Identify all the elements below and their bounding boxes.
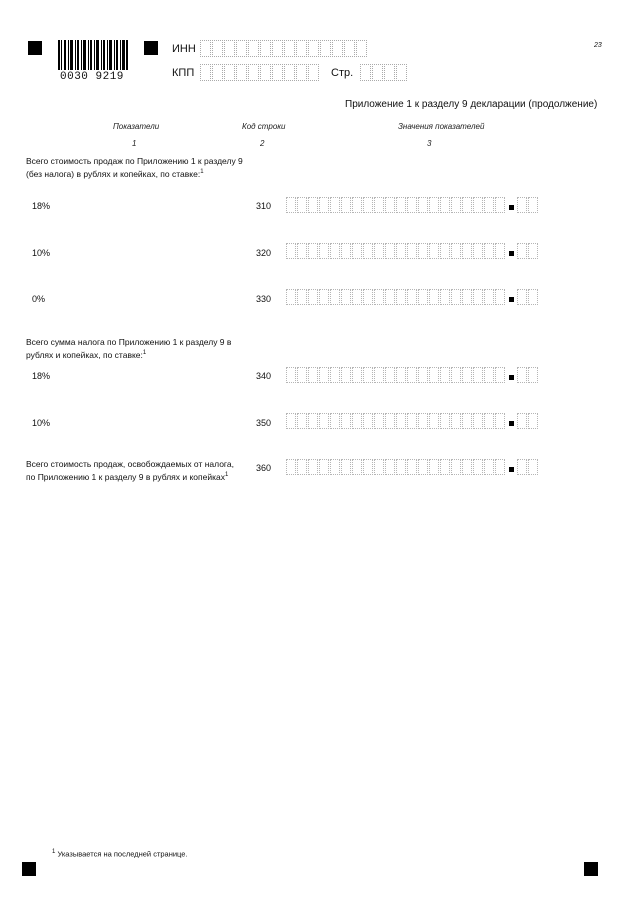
value-field-340[interactable] bbox=[286, 367, 539, 383]
digit-cell[interactable] bbox=[341, 367, 351, 383]
digit-cell[interactable] bbox=[385, 367, 395, 383]
digit-cell[interactable] bbox=[418, 413, 428, 429]
digit-cell[interactable] bbox=[363, 243, 373, 259]
digit-cell[interactable] bbox=[528, 367, 538, 383]
digit-cell[interactable] bbox=[286, 459, 296, 475]
digit-cell[interactable] bbox=[308, 413, 318, 429]
digit-cell[interactable] bbox=[385, 243, 395, 259]
digit-cell[interactable] bbox=[495, 243, 505, 259]
digit-cell[interactable] bbox=[517, 367, 527, 383]
line-code-320: 320 bbox=[256, 248, 272, 258]
kpp-label: КПП bbox=[172, 67, 195, 79]
page-number-field[interactable] bbox=[360, 64, 408, 81]
digit-cell[interactable] bbox=[429, 243, 439, 259]
corner-marker-top-left bbox=[28, 41, 42, 55]
digit-cell[interactable] bbox=[429, 197, 439, 213]
digit-cell[interactable] bbox=[440, 289, 450, 305]
digit-cell[interactable] bbox=[308, 289, 318, 305]
digit-cell[interactable] bbox=[308, 243, 318, 259]
digit-cell[interactable] bbox=[319, 367, 329, 383]
digit-cell[interactable] bbox=[429, 289, 439, 305]
digit-cell[interactable] bbox=[451, 367, 461, 383]
digit-cell[interactable] bbox=[319, 459, 329, 475]
digit-cell[interactable] bbox=[374, 197, 384, 213]
digit-cell[interactable] bbox=[484, 197, 494, 213]
digit-cell[interactable] bbox=[462, 413, 472, 429]
digit-cell[interactable] bbox=[407, 243, 417, 259]
digit-cell[interactable] bbox=[396, 243, 406, 259]
digit-cell[interactable] bbox=[330, 197, 340, 213]
digit-cell[interactable] bbox=[297, 413, 307, 429]
digit-cell[interactable] bbox=[286, 289, 296, 305]
digit-cell[interactable] bbox=[429, 459, 439, 475]
rate-0-label: 0% bbox=[32, 294, 46, 304]
digit-cell[interactable] bbox=[473, 289, 483, 305]
digit-cell[interactable] bbox=[374, 289, 384, 305]
digit-cell[interactable] bbox=[286, 367, 296, 383]
digit-cell[interactable] bbox=[462, 243, 472, 259]
digit-cell[interactable] bbox=[308, 367, 318, 383]
digit-cell[interactable] bbox=[363, 289, 373, 305]
digit-cell[interactable] bbox=[341, 413, 351, 429]
digit-cell[interactable] bbox=[330, 289, 340, 305]
value-field-320[interactable] bbox=[286, 243, 539, 259]
digit-cell[interactable] bbox=[341, 289, 351, 305]
digit-cell[interactable] bbox=[396, 197, 406, 213]
digit-cell[interactable] bbox=[319, 197, 329, 213]
digit-cell[interactable] bbox=[451, 289, 461, 305]
digit-cell[interactable] bbox=[418, 367, 428, 383]
digit-cell[interactable] bbox=[440, 367, 450, 383]
decimal-point bbox=[509, 251, 514, 256]
digit-cell[interactable] bbox=[495, 289, 505, 305]
digit-cell[interactable] bbox=[451, 413, 461, 429]
digit-cell[interactable] bbox=[418, 459, 428, 475]
digit-cell[interactable] bbox=[440, 243, 450, 259]
digit-cell[interactable] bbox=[418, 289, 428, 305]
rate-10-tax-label: 10% bbox=[32, 418, 51, 428]
digit-cell[interactable] bbox=[396, 289, 406, 305]
digit-cell[interactable] bbox=[407, 197, 417, 213]
footnote: $^1$ Указывается на последней странице. bbox=[52, 849, 188, 859]
digit-cell[interactable] bbox=[352, 413, 362, 429]
digit-cell[interactable] bbox=[517, 197, 527, 213]
digit-cell[interactable] bbox=[484, 289, 494, 305]
appendix-title: Приложение 1 к разделу 9 декларации (продолжение) bbox=[345, 99, 598, 110]
digit-cell[interactable] bbox=[495, 413, 505, 429]
barcode-icon bbox=[58, 40, 128, 70]
line-code-340: 340 bbox=[256, 371, 272, 381]
digit-cell[interactable] bbox=[286, 243, 296, 259]
section-tax-title: Всего сумма налога по Приложению 1 к разделу 9 в рублях и копейках, по ставке:$^1$ bbox=[26, 337, 232, 360]
digit-cell[interactable] bbox=[473, 459, 483, 475]
rate-10-label: 10% bbox=[32, 248, 51, 258]
digit-cell[interactable] bbox=[396, 459, 406, 475]
digit-cell[interactable] bbox=[363, 413, 373, 429]
digit-cell[interactable] bbox=[308, 459, 318, 475]
digit-cell[interactable] bbox=[319, 243, 329, 259]
digit-cell[interactable] bbox=[341, 243, 351, 259]
line-code-330: 330 bbox=[256, 294, 272, 304]
digit-cell[interactable] bbox=[363, 367, 373, 383]
digit-cell[interactable] bbox=[407, 459, 417, 475]
digit-cell[interactable] bbox=[484, 413, 494, 429]
digit-cell[interactable] bbox=[363, 197, 373, 213]
digit-cell[interactable] bbox=[330, 459, 340, 475]
col-number-2: 2 bbox=[260, 139, 265, 148]
digit-cell[interactable] bbox=[407, 367, 417, 383]
digit-cell[interactable] bbox=[341, 459, 351, 475]
digit-cell[interactable] bbox=[297, 197, 307, 213]
col-header-indicators: Показатели bbox=[113, 122, 160, 131]
digit-cell[interactable] bbox=[330, 367, 340, 383]
digit-cell[interactable] bbox=[451, 243, 461, 259]
barcode-number: 0030 9219 bbox=[60, 71, 124, 83]
digit-cell[interactable] bbox=[396, 367, 406, 383]
digit-cell[interactable] bbox=[451, 197, 461, 213]
line-code-360: 360 bbox=[256, 463, 272, 473]
digit-cell[interactable] bbox=[297, 459, 307, 475]
digit-cell[interactable] bbox=[341, 197, 351, 213]
inn-label: ИНН bbox=[172, 43, 196, 55]
digit-cell[interactable] bbox=[286, 197, 296, 213]
digit-cell[interactable] bbox=[330, 243, 340, 259]
digit-cell[interactable] bbox=[330, 413, 340, 429]
digit-cell[interactable] bbox=[396, 413, 406, 429]
digit-cell[interactable] bbox=[407, 289, 417, 305]
digit-cell[interactable] bbox=[473, 197, 483, 213]
digit-cell[interactable] bbox=[385, 459, 395, 475]
digit-cell[interactable] bbox=[495, 459, 505, 475]
kpp-field[interactable] bbox=[200, 64, 320, 81]
page-corner-number: 23 bbox=[594, 42, 602, 49]
decimal-point bbox=[509, 375, 514, 380]
col-number-3: 3 bbox=[427, 139, 432, 148]
corner-marker-bottom-right bbox=[584, 862, 598, 876]
digit-cell[interactable] bbox=[352, 289, 362, 305]
rate-18-tax-label: 18% bbox=[32, 371, 51, 381]
digit-cell[interactable] bbox=[462, 289, 472, 305]
digit-cell[interactable] bbox=[418, 243, 428, 259]
digit-cell[interactable] bbox=[352, 197, 362, 213]
digit-cell[interactable] bbox=[297, 243, 307, 259]
digit-cell[interactable] bbox=[352, 243, 362, 259]
digit-cell[interactable] bbox=[484, 459, 494, 475]
digit-cell[interactable] bbox=[462, 367, 472, 383]
digit-cell[interactable] bbox=[473, 367, 483, 383]
corner-marker-bottom-left bbox=[22, 862, 36, 876]
digit-cell[interactable] bbox=[495, 367, 505, 383]
digit-cell[interactable] bbox=[385, 197, 395, 213]
digit-cell[interactable] bbox=[528, 197, 538, 213]
digit-cell[interactable] bbox=[517, 289, 527, 305]
digit-cell[interactable] bbox=[385, 413, 395, 429]
digit-cell[interactable] bbox=[319, 413, 329, 429]
decimal-point bbox=[509, 297, 514, 302]
col-number-1: 1 bbox=[132, 139, 137, 148]
digit-cell[interactable] bbox=[517, 243, 527, 259]
digit-cell[interactable] bbox=[495, 197, 505, 213]
line-code-350: 350 bbox=[256, 418, 272, 428]
col-header-line-code: Код строки bbox=[242, 122, 286, 131]
decimal-point bbox=[509, 205, 514, 210]
digit-cell[interactable] bbox=[374, 459, 384, 475]
col-header-values: Значения показателей bbox=[398, 122, 485, 131]
digit-cell[interactable] bbox=[319, 289, 329, 305]
inn-field[interactable] bbox=[200, 40, 368, 57]
digit-cell[interactable] bbox=[528, 413, 538, 429]
digit-cell[interactable] bbox=[484, 243, 494, 259]
digit-cell[interactable] bbox=[297, 367, 307, 383]
page-label: Стр. bbox=[331, 67, 354, 79]
digit-cell[interactable] bbox=[517, 459, 527, 475]
digit-cell[interactable] bbox=[528, 459, 538, 475]
decimal-point bbox=[509, 421, 514, 426]
digit-cell[interactable] bbox=[352, 367, 362, 383]
digit-cell[interactable] bbox=[462, 197, 472, 213]
section-sales-title: Всего стоимость продаж по Приложению 1 к разделу 9 (без налога) в рублях и копейках, по ставке:$^1$ bbox=[26, 156, 243, 179]
digit-cell[interactable] bbox=[451, 459, 461, 475]
digit-cell[interactable] bbox=[363, 459, 373, 475]
digit-cell[interactable] bbox=[517, 413, 527, 429]
value-field-330[interactable] bbox=[286, 289, 539, 305]
digit-cell[interactable] bbox=[407, 413, 417, 429]
rate-18-label: 18% bbox=[32, 201, 51, 211]
digit-cell[interactable] bbox=[473, 413, 483, 429]
digit-cell[interactable] bbox=[528, 289, 538, 305]
digit-cell[interactable] bbox=[297, 289, 307, 305]
digit-cell[interactable] bbox=[374, 367, 384, 383]
line-code-310: 310 bbox=[256, 201, 272, 211]
digit-cell[interactable] bbox=[440, 197, 450, 213]
value-field-360[interactable] bbox=[286, 459, 539, 475]
digit-cell[interactable] bbox=[374, 243, 384, 259]
digit-cell[interactable] bbox=[352, 459, 362, 475]
digit-cell[interactable] bbox=[429, 367, 439, 383]
digit-cell[interactable] bbox=[385, 289, 395, 305]
decimal-point bbox=[509, 467, 514, 472]
corner-marker-top-mid bbox=[144, 41, 158, 55]
digit-cell[interactable] bbox=[528, 243, 538, 259]
value-field-350[interactable] bbox=[286, 413, 539, 429]
digit-cell[interactable] bbox=[440, 413, 450, 429]
digit-cell[interactable] bbox=[484, 367, 494, 383]
digit-cell[interactable] bbox=[418, 197, 428, 213]
digit-cell[interactable] bbox=[473, 243, 483, 259]
section-exempt-title: Всего стоимость продаж, освобождаемых от налога, по Приложению 1 к разделу 9 в рублях и копейках$^1$ bbox=[26, 459, 234, 482]
digit-cell[interactable] bbox=[429, 413, 439, 429]
digit-cell[interactable] bbox=[462, 459, 472, 475]
digit-cell[interactable] bbox=[286, 413, 296, 429]
digit-cell[interactable] bbox=[440, 459, 450, 475]
digit-cell[interactable] bbox=[308, 197, 318, 213]
value-field-310[interactable] bbox=[286, 197, 539, 213]
digit-cell[interactable] bbox=[374, 413, 384, 429]
